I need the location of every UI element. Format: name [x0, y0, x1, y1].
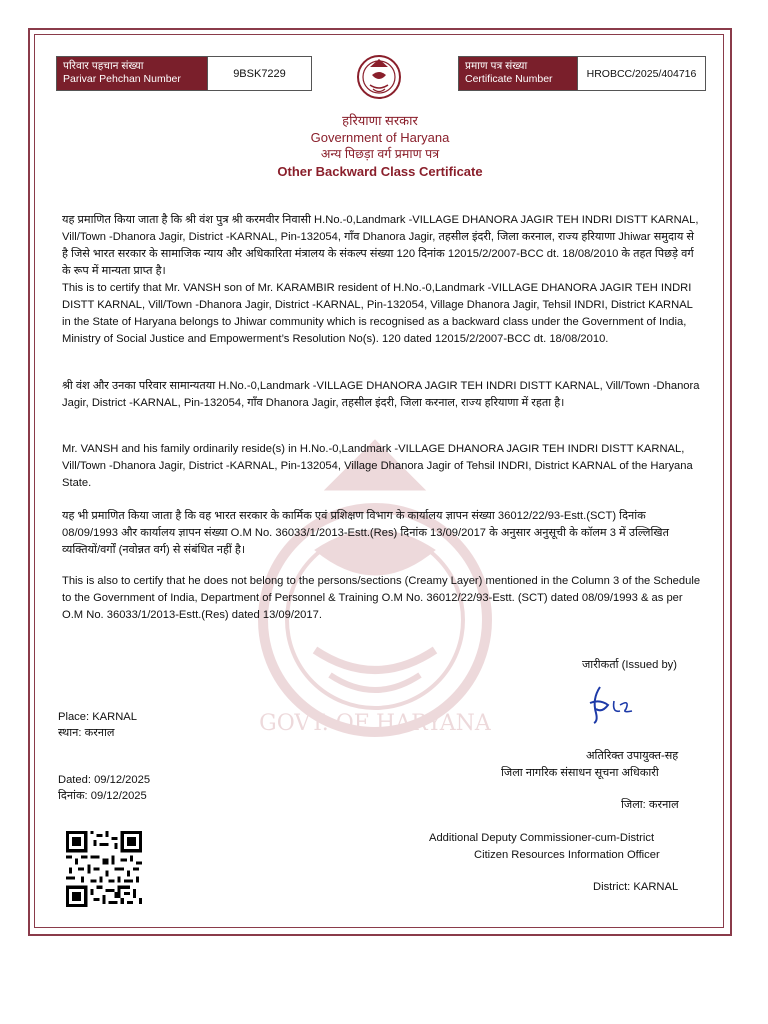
certificate-titles: [180, 112, 580, 181]
dated-en: Dated: 09/12/2025: [58, 774, 151, 786]
officer-title-en-1: Additional Deputy Commissioner-cum-District: [429, 832, 655, 844]
officer-title-en-2: Citizen Resources Information Officer: [474, 849, 660, 861]
certificate-number-value: HROBCC/2025/404716: [577, 57, 705, 90]
dated-hi: दिनांक: 09/12/2025: [58, 790, 147, 802]
certificate-number-label: [459, 57, 577, 90]
signature-icon: [586, 683, 636, 725]
watermark-text: GOVT. OF HARYANA: [259, 711, 491, 736]
paragraph-hindi-1: यह प्रमाणित किया जाता है कि श्री वंश पुत्र श्री करमवीर निवासी H.No.-0,Landmark -VILLAGE DHANORA JAGIR TEH INDRI DISTT KARNAL, Vill/Town -Dhanora Jagir, District -KARNAL, Pin-132054, गाँव Dhanora Jagir, तहसील इंदरी, जिला करनाल, राज्य हरियाणा Jhiwar समुदाय से है जिसे भारत सरकार के सामाजिक न्याय और अधिकारिता मंत्रालय के संकल्प संख्या 120 दिनांक 12015/2/2007-BCC dt. 18/08/2010 के तहत पिछड़े वर्ग के रूप में मान्यता प्राप्त है।: [62, 214, 699, 277]
paragraph-english-3: This is also to certify that he does not belong to the persons/sections (Creamy Layer) mentioned in the Column 3 of the Schedule to the Government of India, Department of Personnel & Training O.M No. 36012/22/93-Estt. (SCT) dated 08/09/1993 & as per O.M No. 36033/1/2013-Estt.(Res) dated 13/09/2017.: [62, 575, 701, 621]
district-en: District: KARNAL: [593, 881, 679, 893]
officer-title-hi-1: अतिरिक्त उपायुक्त-सह: [586, 750, 679, 762]
certificate-title-en: Other Backward Class Certificate: [277, 164, 483, 179]
issued-by-label: जारीकर्ता (Issued by): [582, 659, 677, 671]
place-hi: स्थान: करनाल: [58, 727, 115, 739]
parivar-pehchan-label-hi: परिवार पहचान संख्या: [63, 60, 144, 72]
govt-title-en: Government of Haryana: [310, 130, 450, 145]
paragraph-hindi-3: यह भी प्रमाणित किया जाता है कि वह भारत सरकार के कार्मिक एवं प्रशिक्षण विभाग के कार्यालय ज्ञापन संख्या 36012/22/93-Estt.(SCT) दिनांक 08/09/1993 और कार्यालय ज्ञापन संख्या O.M No. 36033/1/2013-Estt.(Res) दिनांक 13/09/2017 के अनुसार अनुसूची के कॉलम 3 में उल्लिखित व्यक्तियों/वर्गों (नवोन्नत वर्ग) से संबंधित नहीं है।: [62, 510, 669, 556]
paragraph-hindi-2: श्री वंश और उनका परिवार सामान्यतया H.No.-0,Landmark -VILLAGE DHANORA JAGIR TEH INDRI DISTT KARNAL, Vill/Town -Dhanora Jagir, District -KARNAL, Pin-132054, गाँव Dhanora Jagir, तहसील इंदरी, जिला करनाल, राज्य हरियाणा में रहता है।: [62, 380, 700, 409]
paragraph-english-2: Mr. VANSH and his family ordinarily reside(s) in H.No.-0,Landmark -VILLAGE DHANORA JAGIR TEH INDRI DISTT KARNAL, Vill/Town -Dhanora Jagir, District -KARNAL, Pin-132054, Village Dhanora Jagir of Tehsil INDRI, District KARNAL of the Haryana State.: [62, 443, 693, 489]
govt-title-hi: हरियाणा सरकार: [342, 113, 418, 128]
certificate-number-box: [458, 56, 706, 91]
parivar-pehchan-label-en: Parivar Pehchan Number: [63, 73, 181, 85]
haryana-emblem-icon: [356, 53, 402, 103]
parivar-pehchan-value: 9BSK7229: [207, 57, 311, 90]
officer-title-hi-2: जिला नागरिक संसाधन सूचना अधिकारी: [501, 767, 659, 779]
parivar-pehchan-label: [57, 57, 207, 90]
place-en: Place: KARNAL: [58, 711, 137, 723]
qr-code-icon: [66, 831, 142, 907]
paragraph-english-1: This is to certify that Mr. VANSH son of Mr. KARAMBIR resident of H.No.-0,Landmark -VILLAGE DHANORA JAGIR TEH INDRI DISTT KARNAL, Vill/Town -Dhanora Jagir, District -KARNAL, Pin-132054, Village Dhanora Jagir, Tehsil INDRI, District KARNAL in the State of Haryana belongs to Jhiwar community which is recognised as a backward class under the Government of India, Ministry of Social Justice and Empowerment’s Resolution No(s). 120 dated 12015/2/2007-BCC dt. 18/08/2010.: [62, 282, 693, 345]
district-hi: जिला: करनाल: [621, 799, 679, 811]
certificate-number-label-en: Certificate Number: [465, 73, 553, 85]
parivar-pehchan-box: [56, 56, 312, 91]
certificate-title-hi: अन्य पिछड़ा वर्ग प्रमाण पत्र: [320, 147, 440, 161]
certificate-number-label-hi: प्रमाण पत्र संख्या: [465, 60, 528, 72]
